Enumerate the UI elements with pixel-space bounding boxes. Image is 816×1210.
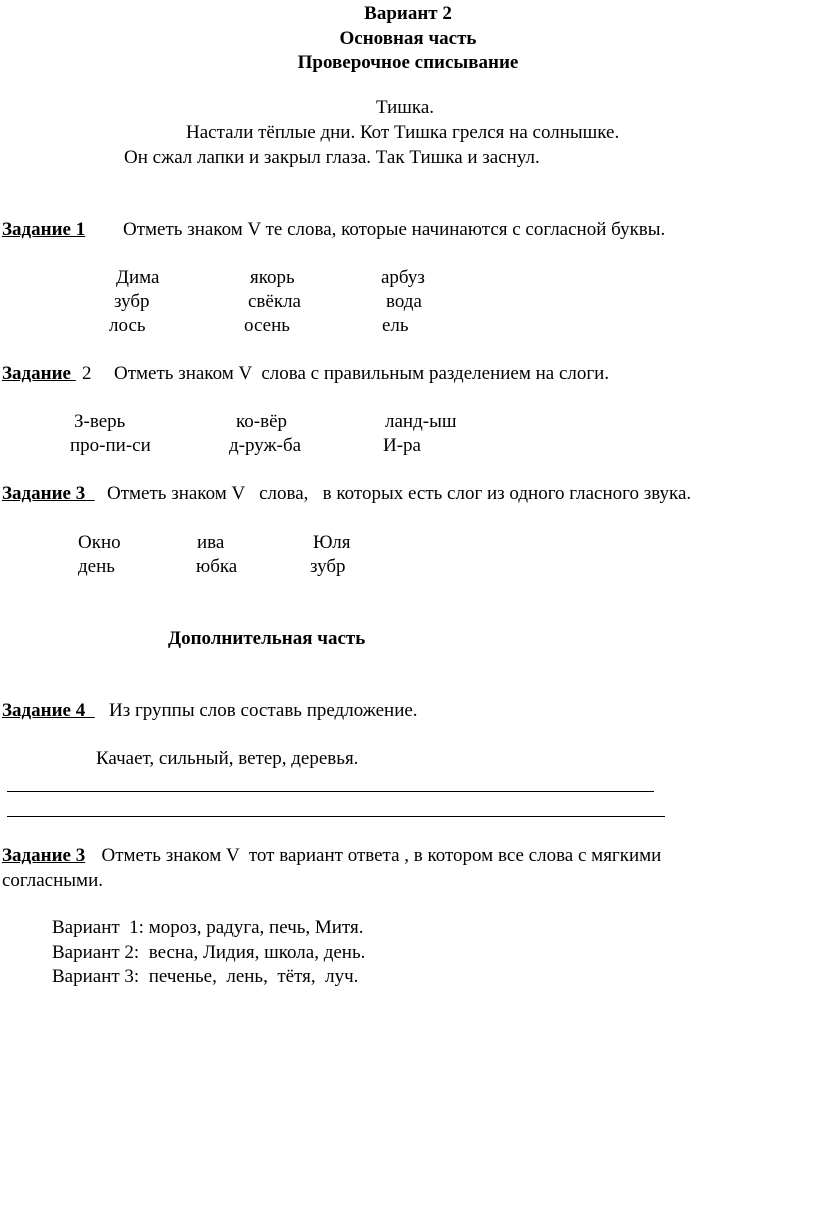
task2-word: д-руж-ба [229,435,302,456]
task1-word: лось [109,315,146,336]
variant-title: Вариант 2 [364,3,452,24]
task3-instruction: Отметь знаком V слова, в которых есть слог из одного гласного звука. [107,483,692,504]
text-line-1: Настали тёплые дни. Кот Тишка грелся на солнышке. [186,122,620,143]
main-part-title: Основная часть [339,28,477,49]
task4-words: Качает, сильный, ветер, деревья. [96,748,359,769]
task3-word: ива [197,532,225,553]
task5-instruction: Отметь знаком V тот вариант ответа , в котором все слова с мягкими [92,845,662,866]
task3-word: юбка [196,556,238,577]
task1-word: якорь [250,267,295,288]
task3-word: зубр [310,556,346,577]
extra-part-title: Дополнительная часть [168,628,366,649]
answer-option: Вариант 3: печенье, лень, тётя, луч. [52,966,359,987]
task1-word: вода [386,291,422,312]
task2-instruction: Отметь знаком V слова с правильным разделением на слоги. [114,363,610,384]
task2-word: ланд-ыш [385,411,457,432]
task3-word: Окно [78,532,121,553]
task1-word: Дима [116,267,160,288]
task5-instruction-cont: согласными. [2,870,103,891]
task1-instruction: Отметь знаком V те слова, которые начинаются с согласной буквы. [123,219,666,240]
task3-label: Задание 3 [2,483,95,504]
task5-label: Задание 3 [2,845,86,866]
answer-option: Вариант 1: мороз, радуга, печь, Митя. [52,917,364,938]
task2-word: ко-вёр [236,411,287,432]
answer-option: Вариант 2: весна, Лидия, школа, день. [52,942,366,963]
task3-word: день [78,556,115,577]
section-title: Проверочное списывание [297,52,519,73]
text-title: Тишка. [376,97,435,118]
task1-word: арбуз [381,267,425,288]
task2-word: З-верь [74,411,126,432]
text-line-2: Он сжал лапки и закрыл глаза. Так Тишка и заснул. [124,147,540,168]
task2-word: про-пи-си [70,435,151,456]
task2-number: 2 [82,363,92,384]
task1-word: осень [244,315,290,336]
task2-label: Задание [2,363,76,384]
task4-instruction: Из группы слов составь предложение. [109,700,418,721]
task1-word: свёкла [248,291,301,312]
task1-label: Задание 1 [2,219,86,240]
task3-word: Юля [313,532,351,553]
answer-line[interactable] [7,791,654,792]
task2-word: И-ра [383,435,421,456]
answer-line[interactable] [7,816,665,817]
task1-word: ель [382,315,409,336]
task1-word: зубр [114,291,150,312]
task4-label: Задание 4 [2,700,95,721]
